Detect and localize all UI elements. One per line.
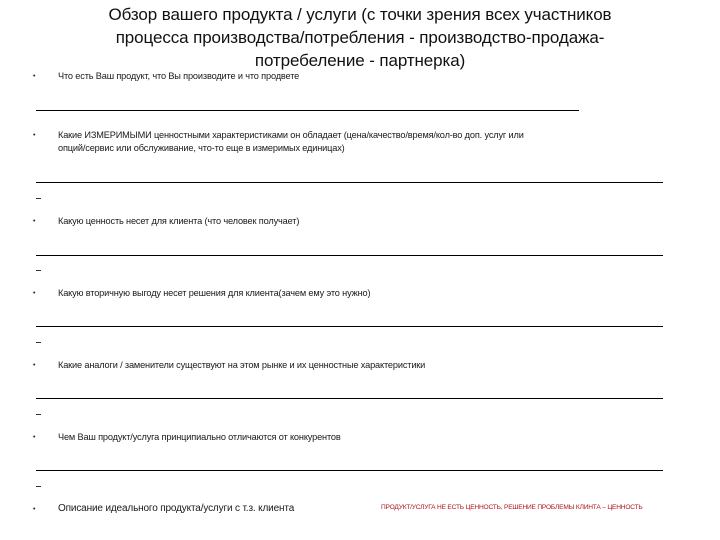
answer-line-1[interactable] xyxy=(36,110,579,111)
value-note: ПРОДУКТ/УСЛУГА НЕ ЕСТЬ ЦЕННОСТЬ, РЕШЕНИЕ ПРОБЛЕМЫ КЛИНТА – ЦЕННОСТЬ xyxy=(381,504,643,511)
answer-line-3[interactable] xyxy=(36,255,663,256)
page-title xyxy=(60,3,660,72)
dash-marker xyxy=(36,486,41,487)
answer-line-4[interactable] xyxy=(36,326,663,327)
answer-line-6[interactable] xyxy=(36,470,663,471)
question-line-2: опций/сервис или обслуживание, что-то еще в измеримых единицах) xyxy=(58,143,345,153)
question-line-1: Какие ИЗМЕРИМЫМИ ценностными характеристиками он обладает (цена/качество/время/кол-во доп. услуг или xyxy=(58,130,524,140)
bullet-icon: • xyxy=(33,218,36,225)
bullet-icon: • xyxy=(33,73,36,80)
answer-line-2[interactable] xyxy=(36,182,663,183)
bullet-icon: • xyxy=(33,132,36,139)
dash-marker xyxy=(36,342,41,343)
title-line-1: Обзор вашего продукта / услуги (с точки зрения всех участников xyxy=(108,5,612,24)
question-analogs-substitutes: Какие аналоги / заменители существуют на этом рынке и их ценностные характеристики xyxy=(58,360,426,370)
question-ideal-product: Описание идеального продукта/услуги с т.з. клиента xyxy=(58,503,295,514)
title-line-3: потребеление - партнерка) xyxy=(254,51,466,70)
question-measurable-characteristics xyxy=(58,129,658,155)
answer-line-5[interactable] xyxy=(36,398,663,399)
question-competitor-difference: Чем Ваш продукт/услуга принципиально отличаются от конкурентов xyxy=(58,432,341,442)
question-client-value: Какую ценность несет для клиента (что человек получает) xyxy=(58,216,300,226)
question-secondary-benefit: Какую вторичную выгоду несет решения для клиента(зачем ему это нужно) xyxy=(58,288,371,298)
bullet-icon: • xyxy=(33,434,36,441)
dash-marker xyxy=(36,270,41,271)
question-what-is-product: Что есть Ваш продукт, что Вы производите и что продвете xyxy=(58,71,300,81)
dash-marker xyxy=(36,414,41,415)
dash-marker xyxy=(36,198,41,199)
title-line-2: процесса производства/потребления - производство-продажа- xyxy=(115,28,605,47)
bullet-icon: • xyxy=(33,362,36,369)
bullet-icon: • xyxy=(33,506,36,513)
bullet-icon: • xyxy=(33,290,36,297)
